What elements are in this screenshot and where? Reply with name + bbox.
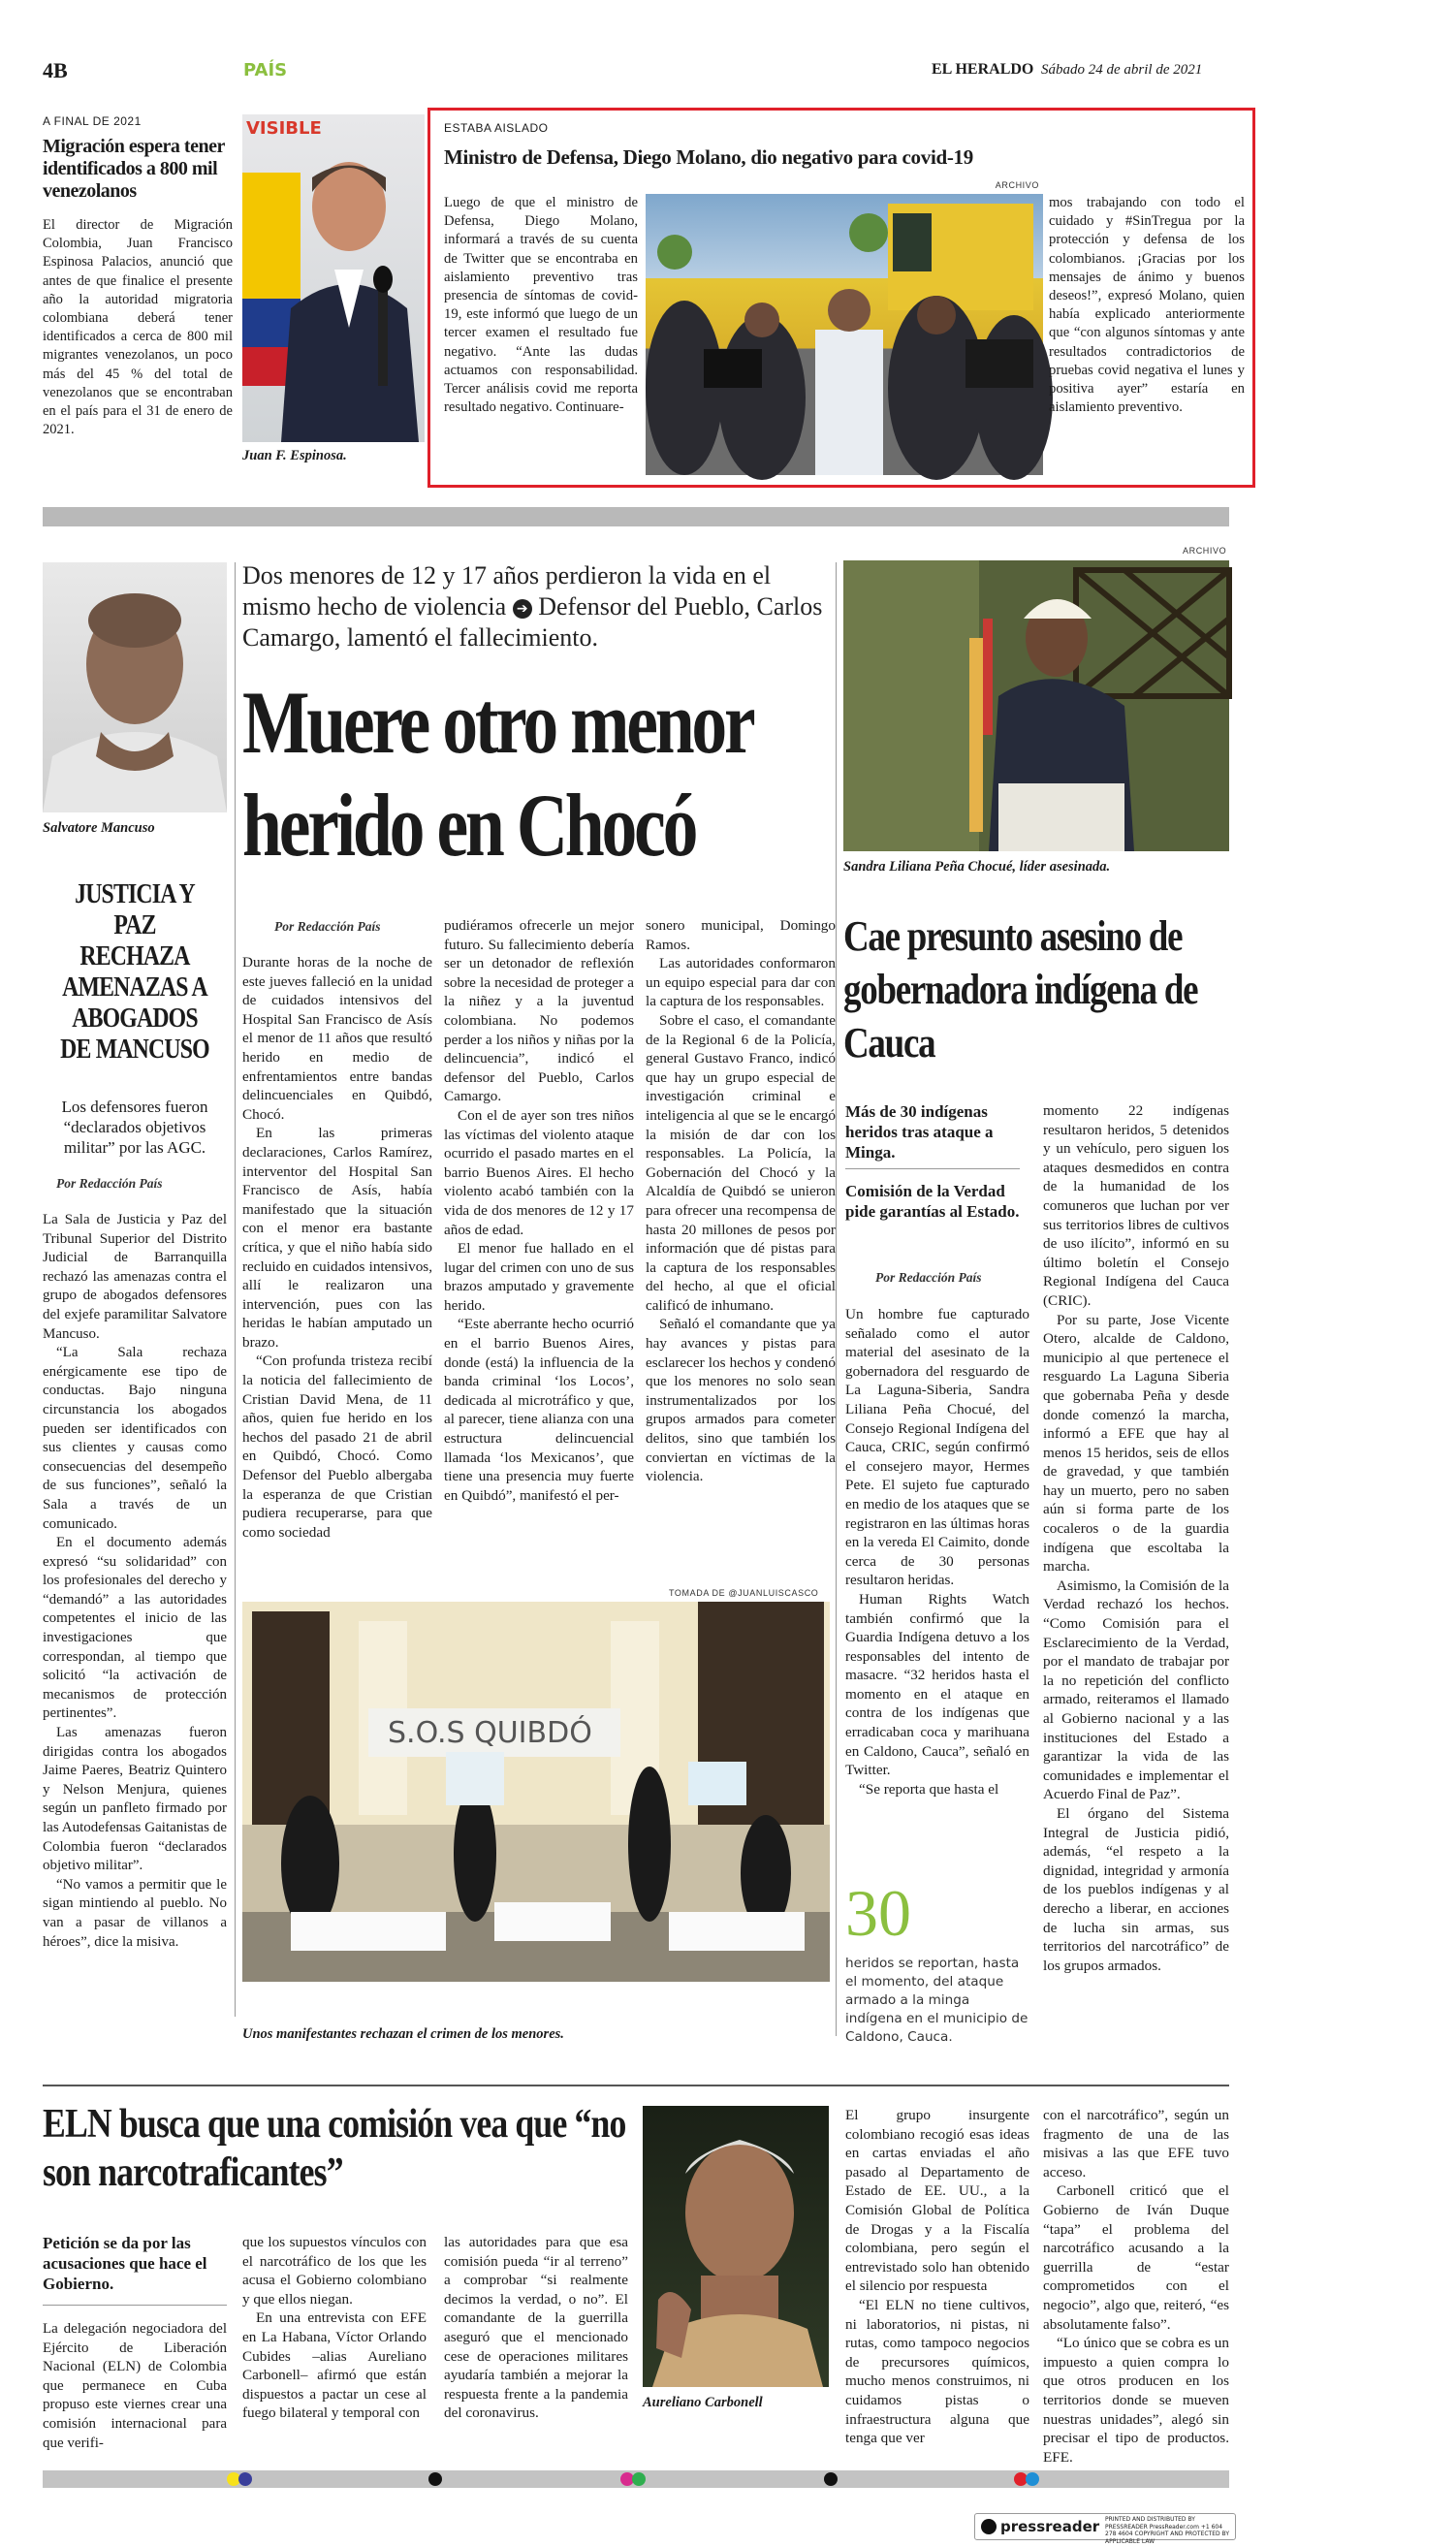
espinosa-caption: Juan F. Espinosa. [242, 448, 347, 463]
paragraph: El menor fue hallado en el lugar del crimen con uno de sus brazos amputado y gravemente herido. [444, 1240, 634, 1314]
separator-band [43, 507, 1229, 526]
protest-sign-text: S.O.S QUIBDÓ [388, 1716, 592, 1750]
molano-box [427, 108, 1255, 488]
eln-deck: Petición se da por las acusaciones que hace el Gobierno. [43, 2234, 207, 2293]
paragraph: Señaló el comandante que ya hay avances y pistas para esclarecer los hechos y condenó que los menores no solo sean instrumentalizados por los grupos armados para cometer delitos, sino que también los conviertan en víctimas de la violencia. [646, 1316, 836, 1485]
carbonell-caption: Aureliano Carbonell [643, 2395, 763, 2410]
photo-credit: ARCHIVO [995, 180, 1039, 190]
paragraph: En el documento además expresó “su solidaridad” con los profesionales del derecho y “demandó” a las autoridades competentes el inicio de las investigaciones que correspondan, al tiempo que solicitó “la activación de mecanismos de protección pertinentes”. [43, 1535, 227, 1722]
mancuso-body [43, 1211, 227, 2014]
cauca-caption: Sandra Liliana Peña Chocué, líder asesinada. [843, 859, 1111, 875]
headline: Ministro de Defensa, Diego Molano, dio negativo para covid-19 [444, 145, 973, 169]
paragraph: Durante horas de la noche de este jueves falleció en la unidad de cuidados intensivos del Hospital San Francisco de Asís el menor de 11 años que resultó herido en medio de enfrentamientos entre bandas delincuenciales en Quibdó, Chocó. [242, 954, 432, 1123]
molano-photo [646, 180, 1043, 475]
paragraph: “Con profunda tristeza recibí la noticia del fallecimiento de Cristian David Mena, de 11 años, quien fue herido en los hechos del pasado 21 de abril en Quibdó, Chocó. Como Defensor del Pueblo albergaba la esperanza de que Cristian pudiera recuperarse, para que como sociedad [242, 1353, 432, 1541]
paragraph: pudiéramos ofrecerle un mejor futuro. Su fallecimiento debería ser un detonador de reflexión sobre la necesidad de proteger a la niñez y a la juventud colombiana. No podemos perder a los niños y niñas por la delincuencia”, indicó el defensor del Pueblo, Carlos Camargo. [444, 917, 634, 1105]
paragraph: “Se reporta que hasta el [859, 1780, 999, 1798]
body-col-2: mos trabajando con todo el cuidado y #SinTregua por la protección y defensa de los colombianos. ¡Gracias por los mensajes de ánimo y buenos deseos!”, expresó Molano, quien había explicado anteriormente que “con algunos síntomas y ante resultados contradictorios de pruebas covid negativa el lunes y positiva ayer” estaría en aislamiento preventivo. [1049, 195, 1245, 416]
body-col-1: Luego de que el ministro de Defensa, Diego Molano, informará a través de su cuenta de Twitter que se encontraba en aislamiento preventivo tras presencia de síntomas de covid-19, este informó que luego de un tercer examen el resultado fue negativo. “Ante las dudas actuamos con responsabilidad. Tercer análisis covid me reporta resultado negativo. Continuare- [444, 195, 638, 416]
eln-col-4 [845, 2106, 1029, 2451]
eln-col-5 [1043, 2106, 1229, 2466]
paragraph: sonero municipal, Domingo Ramos. [646, 917, 836, 953]
paragraph: Las amenazas fueron dirigidas contra los abogados Jaime Paeres, Beatriz Quintero y Nelson Menjura, quienes según un panfleto firmado por las Autodefensas Gaitanistas de Colombia fueron “declarados objetivo militar”. [43, 1725, 227, 1874]
paragraph: “Lo único que se cobra es un impuesto a quien compra lo que otros producen en los territorios donde se mueven nuestras unidades”, alegó sin precisar el tipo de productos. EFE. [1043, 2335, 1229, 2466]
eln-col-1: La delegación negociadora del Ejército de Liberación Nacional (ELN) de Colombia que permanece en Cuba propuso este viernes crear una comisión internacional para que verifi- [43, 2321, 227, 2451]
choco-byline: Por Redacción País [274, 919, 381, 934]
body: El director de Migración Colombia, Juan Francisco Espinosa Palacios, anunció que antes de que finalice el presente año la autoridad migratoria colombiana deberá tener identificados a cerca de 800 mil migrantes venezolanos, un poco más del 45 % del total de venezolanos que se encontraban en el país para el 31 de enero de 2021. [43, 217, 233, 438]
paragraph: momento 22 indígenas resultaron heridos, 5 detenidos y un vehículo, pero siguen los ataques desmedidos en contra de la humanidad de los comuneros que luchan por ver sus territorios libres de cultivos de uso ilícito”, informó en su último boletín el Consejo Regional Indígena del Cauca (CRIC). [1043, 1102, 1229, 1309]
sub-divider [845, 1168, 1020, 1169]
paragraph: “No vamos a permitir que le sigan mintiendo al pueblo. No van a pasar de villanos a héroes”, dice la misiva. [43, 1876, 227, 1950]
mancuso-headline: JUSTICIA Y PAZ RECHAZA AMENAZAS A ABOGADOS DE MANCUSO [60, 878, 209, 1065]
choco-col-2 [444, 916, 634, 1556]
brief-migracion [43, 114, 233, 483]
page-number: 4B [43, 58, 68, 82]
eln-headline: ELN busca que una comisión vea que “no son narcotraficantes” [43, 2102, 626, 2195]
paragraph: La Sala de Justicia y Paz del Tribunal Superior del Distrito Judicial de Barranquilla rechazó las amenazas contra el grupo de abogados defensores del exjefe paramilitar Salvatore Mancuso. [43, 1212, 227, 1342]
paragraph: Por su parte, Jose Vicente Otero, alcalde de Caldono, municipio al que pertenece el resguardo La Laguna Siberia que gobernaba Peña y desde donde comenzó la marcha, informó a EFE que hay al menos 15 heridos, seis de ellos de gravedad, y que también hay un muerto, pero no saben aún si forma parte de los cocaleros o de la guardia indígena que escoltaba la marcha. [1043, 1311, 1229, 1576]
cauca-col-1 [845, 1305, 1029, 1848]
paragraph: “El ELN no tiene cultivos, ni laboratorios, ni pistas, ni rutas, como tampoco negocios de precursores químicos, mucho menos construimos, ni cuidamos pistas o infraestructura alguna que tenga que ver [845, 2296, 1029, 2447]
paragraph: con el narcotráfico”, según un fragmento de una de las misivas a las que EFE tuvo acceso. [1043, 2107, 1229, 2181]
choco-headline: Muere otro menor herido en Chocó [242, 673, 752, 875]
deck-tail: Defensor del Pueblo, Carlos Camargo, lamentó el fallecimiento. [242, 592, 823, 652]
paragraph: Las autoridades conformaron un equipo especial para dar con la captura de los responsables. [646, 955, 836, 1010]
deck-rule [43, 2305, 227, 2306]
paragraph: “La Sala rechaza enérgicamente ese tipo de conductas. Bajo ninguna circunstancia los abogados pueden ser identificados con sus clientes y causas como consecuencias del desempeño de sus funciones”, señaló la Sala a través de un comunicado. [43, 1345, 227, 1532]
cauca-photo-credit: ARCHIVO [1183, 546, 1227, 556]
choco-protest-photo [242, 1602, 830, 1982]
mancuso-deck: Los defensores fueron “declarados objetivos militar” por las AGC. [61, 1098, 208, 1157]
paragraph: Carbonell criticó que el Gobierno de Iván Duque “tapa” el problema del narcotráfico acusando a la guerrilla de “estar comprometidos con el negocio”, algo que, reiteró, “es absolutamente falso”. [1043, 2182, 1229, 2333]
stat-text: heridos se reportan, hasta el momento, del ataque armado a la minga indígena en el municipio de Caldono, Cauca. [845, 1956, 1029, 2045]
cauca-col-2 [1043, 1101, 1229, 2044]
paragraph: Un hombre fue capturado señalado como el autor material del asesinato de la gobernadora del resguardo de La Laguna-Siberia, Sandra Liliana Peña Chocué, del Consejo Regional Indígena del Cauca, CRIC, según confirmó el consejero mayor, Hermes Pete. El sujeto fue capturado en medio de los ataques que se registraron en las últimas horas en la vereda El Caimito, donde cerca de 30 personas resultaron heridas. [845, 1306, 1029, 1589]
choco-col-1 [242, 953, 432, 1556]
choco-deck [242, 560, 834, 653]
paper-name: EL HERALDO [932, 61, 1034, 78]
registration-dot [1026, 2472, 1039, 2486]
choco-caption: Unos manifestantes rechazan el crimen de los menores. [242, 2026, 564, 2042]
registration-dot [428, 2472, 442, 2486]
paragraph: que los supuestos vínculos con el narcotráfico de los que les acusa el Gobierno colombiano y que ellos niegan. [242, 2234, 427, 2308]
eln-col-3: las autoridades para que esa comisión pueda “ir al terreno” a comprobar “si realmente decimos la verdad, o no”. El comandante de la guerrilla aseguró que el mencionado cese de operaciones militares ayudaría también a mejorar la respuesta frente a la pandemia del coronavirus. [444, 2234, 628, 2422]
column-rule [235, 562, 236, 2017]
deck-text: Dos menores de 12 y 17 años perdieron la vida en el mismo hecho de violencia [242, 561, 772, 621]
choco-photo-credit: TOMADA DE @JUANLUISCASCO [669, 1588, 819, 1598]
espinosa-photo [242, 114, 425, 442]
registration-dot [238, 2472, 252, 2486]
registration-dot [632, 2472, 646, 2486]
mancuso-photo [43, 562, 227, 812]
paragraph: Asimismo, la Comisión de la Verdad rechazó los hechos. “Como Comisión para el Esclarecimiento de la Verdad, por el mandato de trabajar por la no repetición del conflicto armado, reiteramos el llamado al Gobierno nacional y a las instituciones del Estado a garantizar la vida de las comunidades e implementar el Acuerdo Final de Paz”. [1043, 1576, 1229, 1803]
cauca-photo [843, 560, 1229, 851]
edition-date: Sábado 24 de abril de 2021 [1041, 62, 1203, 78]
paragraph: Sobre el caso, el comandante de la Regional 6 de la Policía, general Gustavo Franco, indicó que hay un grupo especial de investigación criminal e inteligencia al que se le encargó la misión de dar con los responsables. La Policía, la Gobernación del Chocó y la Alcaldía de Quibdó se unieron para ofrecer una recompensa de hasta 20 millones de pesos por información que dé pistas para la captura de los responsables del hecho, al que el oficial calificó de inhumano. [646, 1011, 836, 1314]
registration-dot [824, 2472, 838, 2486]
section-divider [43, 2085, 1229, 2086]
pressreader-footer [974, 2513, 1236, 2545]
kicker: A FINAL DE 2021 [43, 114, 142, 128]
paragraph: Con el de ayer son tres niños las víctimas del violento ataque ocurrido el pasado martes en el barrio Buenos Aires. El hecho violento acabó también con la vida de dos menores de 12 y 17 años de edad. [444, 1106, 634, 1238]
cauca-byline: Por Redacción País [875, 1270, 982, 1285]
arrow-icon: ➔ [513, 599, 532, 619]
paragraph: El grupo insurgente colombiano recogió esas ideas en cartas enviadas el año pasado al Departamento de Estado de EE. UU., a la Comisión Global de Política de Drogas y a la Fiscalía colombiana, pero según el entrevistado solo han obtenido el silencio por respuesta [845, 2107, 1029, 2295]
page-header [43, 58, 1225, 85]
paragraph: En las primeras declaraciones, Carlos Ramírez, interventor del Hospital San Francisco de Asís, había manifestado que la situación con el menor era bastante crítica, y que el niño había sido recluido en cuidados intensivos, allí le realizaron una intervención, pues con las heridas le habían amputado un brazo. [242, 1125, 432, 1351]
svg-text:VISIBLE: VISIBLE [246, 118, 322, 139]
kicker: ESTABA AISLADO [444, 121, 549, 135]
choco-col-3 [646, 916, 836, 1556]
column-rule [836, 562, 837, 2036]
cauca-sub-1: Más de 30 indígenas heridos tras ataque a Minga. [845, 1102, 994, 1162]
carbonell-photo [643, 2106, 829, 2387]
paragraph: En una entrevista con EFE en La Habana, Víctor Orlando Cubides –alias Aureliano Carbonell– afirmó que están dispuestos a pactar un cese al fuego bilateral y temporal con [242, 2309, 427, 2422]
headline: Migración espera tener identificados a 800 mil venezolanos [43, 136, 225, 202]
paragraph: “Este aberrante hecho ocurrió en el barrio Buenos Aires, donde (está) la influencia de la banda criminal ‘los Locos’, dedicada al microtráfico y que, al parecer, tiene alianza con una estructura delincuencial llamada ‘los Mexicanos’, que tiene una presencia muy fuerte en Quibdó”, manifestó el per- [444, 1316, 634, 1504]
section-label: PAÍS [243, 60, 288, 80]
cauca-headline: Cae presunto asesino de gobernadora indígena de Cauca [843, 912, 1198, 1067]
cauca-sub-2: Comisión de la Verdad pide garantías al Estado. [845, 1182, 1020, 1221]
eln-col-2 [242, 2233, 427, 2456]
print-color-bar [43, 2470, 1229, 2488]
pressreader-note: PRINTED AND DISTRIBUTED BY PRESSREADER PressReader.com +1 604 278 4604 COPYRIGHT AND PROTECTED BY APPLICABLE LAW [1105, 2516, 1229, 2545]
paragraph: Human Rights Watch también confirmó que la Guardia Indígena detuvo a los responsables del intento de masacre. “32 heridos hasta el momento en el ataque en contra de los indígenas que erradicaban coca y marihuana en Caldono, Cauca”, señaló en Twitter. [845, 1590, 1029, 1779]
mancuso-byline: Por Redacción País [56, 1176, 163, 1191]
pressreader-brand: pressreader [1000, 2518, 1100, 2535]
stat-number: 30 [845, 1876, 911, 1950]
mancuso-caption: Salvatore Mancuso [43, 820, 155, 836]
paragraph: El órgano del Sistema Integral de Justicia pidió, además, “el respeto a la dignidad, integridad y armonía de los pueblos indígenas y al derecho a liberar, en acciones de lucha sin armas, sus territorios del narcotráfico” de los grupos armados. [1043, 1804, 1229, 1974]
pressreader-logo-icon [981, 2519, 997, 2534]
